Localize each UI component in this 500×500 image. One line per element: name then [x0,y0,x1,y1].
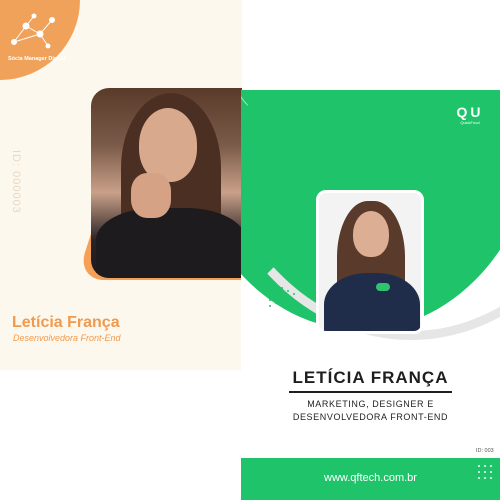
role-line-2: DESENVOLVEDORA FRONT-END [292,412,449,422]
person-role: Desenvolvedora Front-End [13,333,121,343]
person-name: Letícia França [12,314,120,331]
dot-grid-icon [476,463,498,485]
profile-photo [91,88,242,278]
dot-arrow-icon [268,280,296,310]
network-icon [8,12,58,52]
person-role [241,398,500,424]
name-underline [289,391,452,393]
right-badge-card [241,90,500,500]
profile-photo [316,190,424,334]
footer-bar [241,458,500,500]
brand-logo [8,12,78,72]
logo-letters: QU [456,104,484,120]
badge-id: ID: 000003 [10,150,22,214]
person-name: LETÍCIA FRANÇA [292,368,449,387]
left-badge-card [0,0,242,370]
badge-id: ID: 003 [476,448,494,454]
brand-name: Sócia Manager Digital [8,56,66,62]
shirt-logo-icon [376,283,390,291]
website-link[interactable]: www.qftech.com.br [324,472,417,484]
brand-logo [453,104,487,140]
logo-tagline: QuickFood [460,120,480,125]
role-line-1: MARKETING, DESIGNER E [307,399,434,409]
